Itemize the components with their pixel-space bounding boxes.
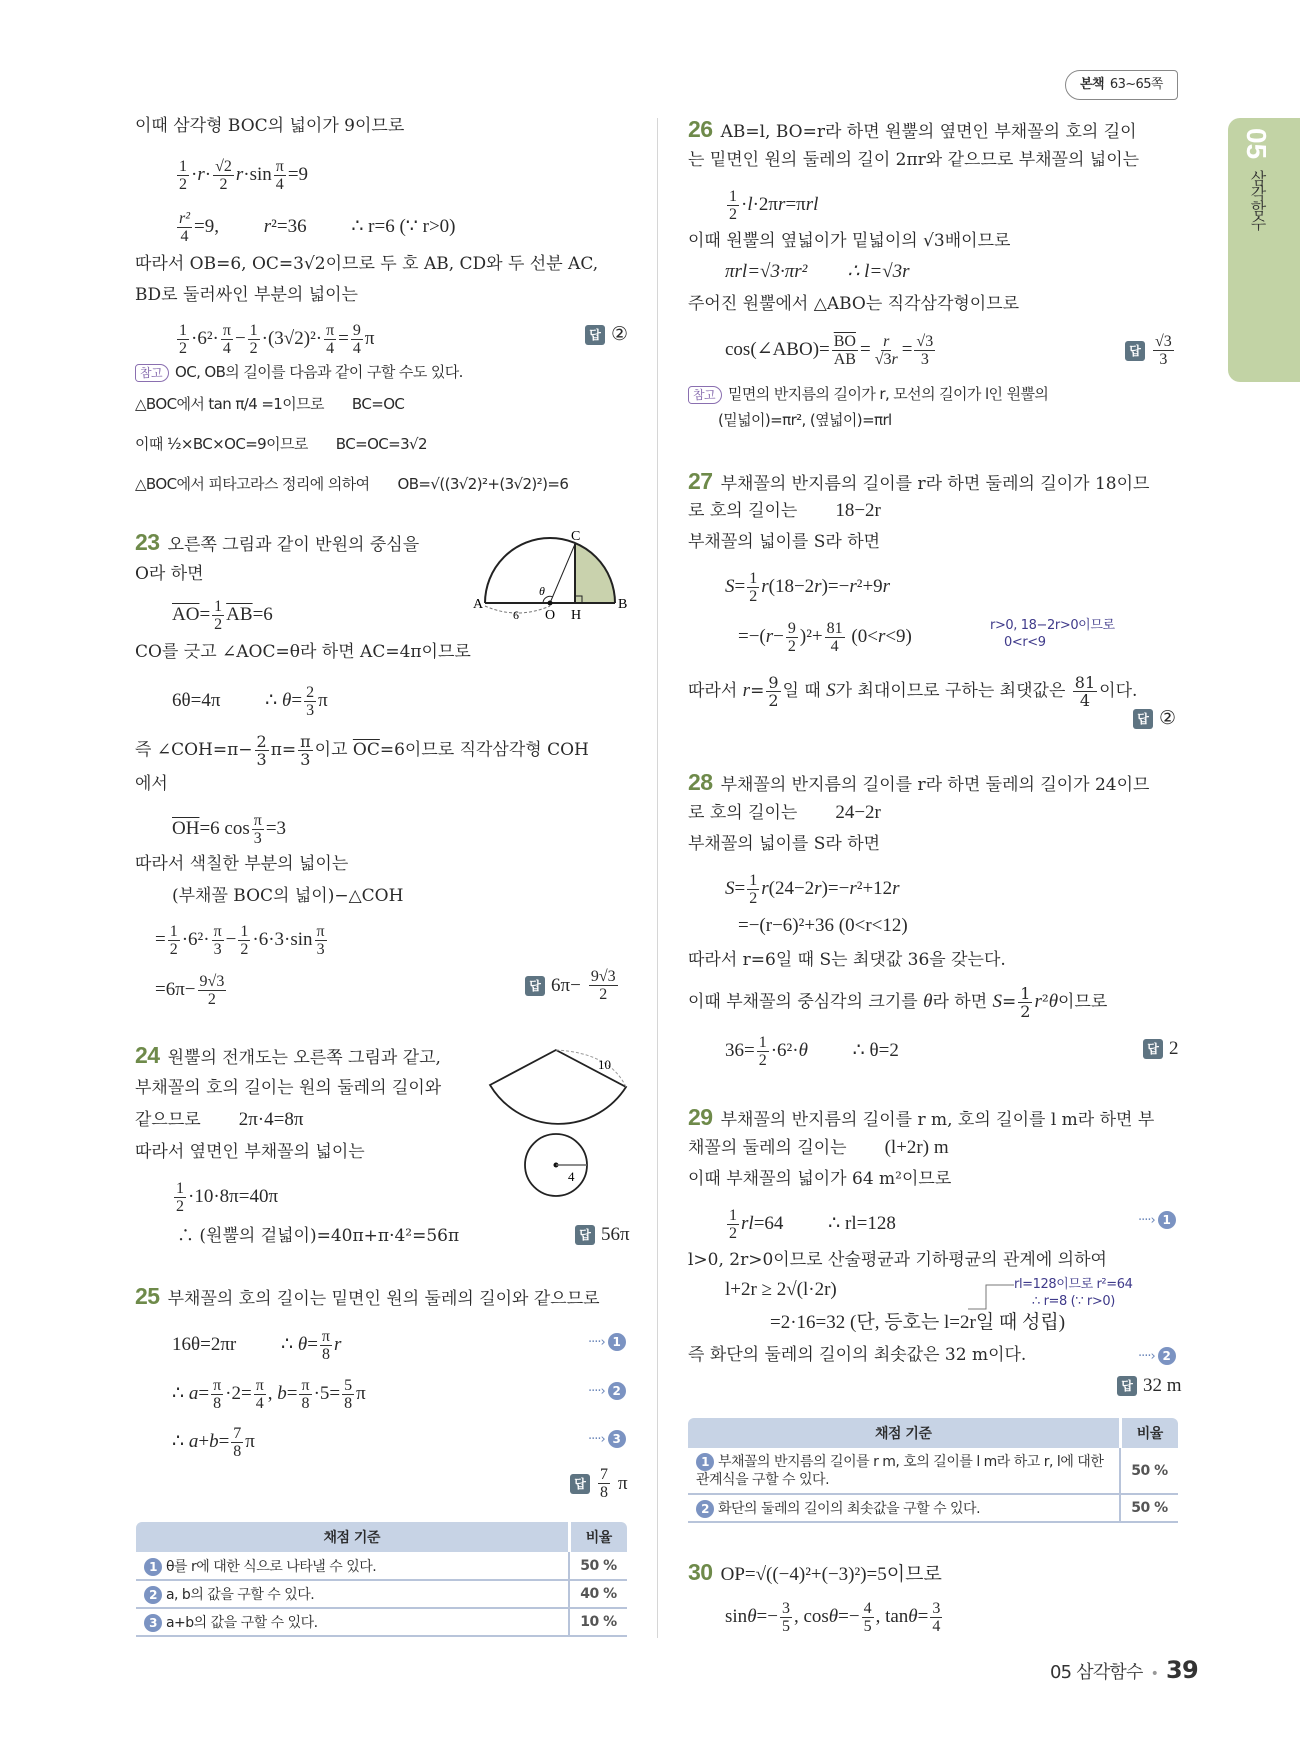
answer-badge: 답 (1133, 709, 1153, 729)
equation-part: 2π·4=8π (238, 1109, 304, 1130)
annotation-bracket (968, 1283, 1016, 1311)
problem-24 (135, 1043, 441, 1070)
grading-table-29 (688, 1418, 1178, 1523)
criteria-text: 화단의 둘레의 길이의 최솟값을 구할 수 있다. (717, 1501, 981, 1517)
step-number: 1 (696, 1453, 714, 1471)
equation: S= $\frac{1}{2}$ r(18−2r)=−r²+9r (725, 570, 891, 605)
equation: =−(r−6)²+36 (0<r<12) (738, 915, 908, 936)
criteria-ratio: 10 % (569, 1608, 627, 1636)
chapter-tab-title: 삼각함수 (1248, 170, 1267, 230)
note-math: BC=OC=3√2 (335, 435, 427, 453)
side-annotation-line: ∴ r=8 (∵ r>0) (1032, 1294, 1115, 1309)
grading-header-ratio: 비율 (569, 1522, 627, 1552)
problem-number: 24 (135, 1042, 160, 1068)
text-line: 즉 ∠COH=π− $\frac{2}{3}$ π= $\frac{\pi}{3}$ 이고 $\overline{OC}=6$이므로 직각삼각형 COH (135, 732, 589, 769)
text-line: 에서 (135, 774, 168, 794)
equation-part: 6θ=4π (172, 689, 221, 711)
criteria-text: θ를 r에 대한 식으로 나타낼 수 있다. (165, 1558, 377, 1575)
text-line (688, 801, 881, 825)
equation-part: 18−2r (835, 500, 881, 521)
svg-text:C: C (571, 529, 581, 544)
problem-number: 29 (688, 1104, 713, 1130)
text-line (688, 1136, 949, 1160)
equation: =2·16=32 (단, 등호는 l=2r일 때 성립) (770, 1312, 1066, 1333)
equation: OP=√((−4)²+(−3)²)=5이므로 (720, 1564, 942, 1585)
text-line: (부채꼴 BOC의 넓이)−△COH (172, 886, 404, 906)
note-math: BC=OC (351, 395, 405, 413)
criteria-ratio: 50 % (1120, 1448, 1178, 1494)
answer-badge: 답 (1125, 341, 1145, 361)
answer-badge: 답 (1143, 1039, 1163, 1059)
text-line: 이때 부채꼴의 넓이가 64 m²이므로 (688, 1169, 952, 1189)
step-marker: ····› 2 (588, 1382, 626, 1400)
equation: sinθ=− $\frac{3}{5}$ , cosθ=− $\frac{4}{5}$ , tanθ= $\frac{3}{4}$ (725, 1600, 941, 1635)
equation: 36= $\frac{1}{2}$ ·6²·θ ∴ θ=2 (725, 1034, 899, 1069)
text-line (135, 1108, 303, 1132)
answer-badge: 답 (525, 976, 545, 996)
grading-row (136, 1580, 627, 1608)
text-line: AB=l, BO=r라 하면 원뿔의 옆면인 부채꼴의 호의 길이 (720, 122, 1137, 142)
reference-badge: 참고 (135, 364, 169, 382)
column-divider (657, 118, 658, 1638)
step-number: 2 (608, 1382, 626, 1400)
grading-table-25 (136, 1522, 627, 1637)
answer-badge: 답 (575, 1225, 595, 1245)
text-line: 원뿔의 전개도는 오른쪽 그림과 같고, (167, 1048, 441, 1068)
equation: ∴ a+b= $\frac{7}{8}$ π (172, 1425, 255, 1460)
page-reference (1065, 70, 1178, 100)
page-number: 39 (1166, 1656, 1198, 1684)
grading-row (136, 1552, 627, 1580)
equation: $\frac{1}{2}$ ·10·8π=40π (176, 1180, 279, 1215)
step-marker: ····› 3 (588, 1430, 626, 1448)
cone-net-figure (480, 1043, 630, 1233)
svg-text:θ: θ (539, 584, 545, 598)
text-line: BD로 둘러싸인 부분의 넓이는 (135, 285, 358, 305)
answer (1117, 1375, 1182, 1397)
problem-number: 23 (135, 529, 160, 555)
grading-header-ratio: 비율 (1120, 1418, 1178, 1448)
side-annotation-line: rl=128이므로 r²=64 (1014, 1277, 1133, 1292)
equation: $\overline{OH}=6$ cos $\frac{\pi}{3}$ =3 (172, 812, 287, 847)
problem-30 (688, 1560, 942, 1587)
footer-separator: • (1150, 1666, 1159, 1682)
text-line (688, 499, 881, 523)
equation: 16θ=2πr ∴ θ= $\frac{\pi}{8}$ r (172, 1328, 342, 1363)
svg-text:4: 4 (568, 1169, 575, 1184)
grading-header-criteria: 채점 기준 (136, 1522, 569, 1552)
text-line: 부채꼴의 호의 길이는 원의 둘레의 길이와 (135, 1078, 442, 1098)
chapter-tab-number: 05 (1241, 128, 1272, 160)
semicircle-figure (465, 528, 635, 620)
note-text: 이때 ½×BC×OC=9이므로 (135, 435, 308, 453)
equation: $\frac{1}{2}$ rl=64 ∴ rl=128 (729, 1207, 896, 1242)
equation: l+2r ≥ 2√(l·2r) (725, 1279, 837, 1300)
side-annotation-line: 0<r<9 (1004, 635, 1046, 650)
text-line: 따라서 r=6일 때 S는 최댓값 36을 갖는다. (688, 950, 1006, 970)
text-line: 부채꼴의 호의 길이는 밑면인 원의 둘레의 길이와 같으므로 (167, 1289, 600, 1309)
problem-28 (688, 770, 1149, 797)
problem-number: 27 (688, 468, 713, 494)
step-number: 1 (1158, 1211, 1176, 1229)
equation-part: 24−2r (835, 802, 881, 823)
answer-value: 2 (1169, 1038, 1179, 1059)
equation-part: ∴ rl=128 (828, 1212, 896, 1234)
text-line: 부채꼴의 반지름의 길이를 r m, 호의 길이를 l m라 하면 부 (720, 1110, 1155, 1130)
answer (585, 323, 628, 346)
problem-number: 28 (688, 769, 713, 795)
answer-badge: 답 (585, 325, 605, 345)
footer-chapter: 05 삼각함수 (1050, 1662, 1143, 1683)
answer-value: ② (611, 324, 629, 345)
step-marker: ····› 1 (1138, 1211, 1176, 1229)
text-part: 로 호의 길이는 (688, 803, 798, 823)
problem-number: 26 (688, 116, 713, 142)
svg-text:O: O (545, 608, 556, 620)
problem-26 (688, 117, 1137, 144)
reference-note-line: (밑넓이)=πr², (옆넓이)=πrl (718, 411, 892, 429)
reference-note (688, 382, 1048, 406)
equation: $\overline{AO}=$ $\frac{1}{2}$ $\overline{AB}=6$ (172, 598, 273, 633)
problem-number: 25 (135, 1283, 160, 1309)
text-part: 같으므로 (135, 1110, 201, 1130)
equation: =−(r− $\frac{9}{2}$ )²+ $\frac{81}{4}$ (0<r<9) (738, 620, 912, 655)
answer: 답 6π− $\frac{9√3}{2}$ (525, 968, 620, 1003)
equation-part: ∴ l=√3r (847, 261, 910, 282)
text-line: 따라서 옆면인 부채꼴의 넓이는 (135, 1142, 365, 1162)
equation: 6θ=4π ∴ θ= $\frac{2}{3}$ π (172, 684, 328, 719)
criteria-ratio: 50 % (569, 1552, 627, 1580)
text-line: 주어진 원뿔에서 △ABO는 직각삼각형이므로 (688, 294, 1020, 314)
reference-note-line (135, 432, 427, 456)
step-marker: ····› 2 (1138, 1347, 1176, 1365)
text-line: 따라서 OB=6, OC=3√2이므로 두 호 AB, CD와 두 선분 AC, (135, 254, 599, 274)
answer-badge: 답 (570, 1474, 590, 1494)
equation: $\frac{1}{2}$ ·6²· $\frac{\pi}{4}$ − $\frac{1}{2}$ ·(3√2)²· $\frac{\pi}{4}$ = $\frac{9}{4}$ π (179, 322, 375, 357)
text-line: 는 밑면인 원의 둘레의 길이 2πr와 같으므로 부채꼴의 넓이는 (688, 150, 1140, 170)
equation-part: (l+2r) m (884, 1137, 949, 1158)
reference-badge: 참고 (688, 386, 722, 404)
svg-text:B: B (618, 597, 628, 612)
equation-part: ∴ θ=2 (852, 1039, 899, 1061)
equation: cos(∠ABO)= $\frac{\overline{BO}}{AB}$ = $\frac{r}{√3r}$ = $\frac{√3}{3}$ (725, 333, 934, 368)
equation (725, 260, 910, 284)
text-line: 이때 삼각형 BOC의 넓이가 9이므로 (135, 116, 405, 136)
reference-note-line (135, 392, 404, 416)
step-number: 3 (144, 1614, 162, 1632)
text-line: 즉 화단의 둘레의 길이의 최솟값은 32 m이다. (688, 1345, 1027, 1365)
answer: 답 $\frac{7}{8}$ π (570, 1466, 628, 1501)
text-line: l>0, 2r>0이므로 산술평균과 기하평균의 관계에 의하여 (688, 1250, 1107, 1270)
criteria-text: a, b의 값을 구할 수 있다. (165, 1587, 315, 1603)
text-line: 부채꼴의 넓이를 S라 하면 (688, 532, 881, 552)
svg-text:10: 10 (598, 1057, 611, 1072)
answer (1143, 1038, 1179, 1060)
side-annotation-line: r>0, 18−2r>0이므로 (990, 618, 1115, 633)
equation: $\frac{\text{r²}}{4}$ =9, r²=36 ∴ r=6 (∵ r>0) (179, 210, 456, 245)
text-line: 따라서 r= $\frac{9}{2}$ 일 때 S가 최대이므로 구하는 최댓값은 $\frac{81}{4}$ 이다. (688, 673, 1138, 710)
equation-part: 16θ=2πr (172, 1333, 237, 1355)
equation: $\frac{1}{2}$ ·r· $\frac{√2}{2}$ r·sin $\frac{\pi}{4}$ =9 (179, 158, 309, 193)
step-number: 1 (608, 1333, 626, 1351)
criteria-text: a+b의 값을 구할 수 있다. (165, 1615, 318, 1631)
step-number: 1 (144, 1558, 162, 1576)
note-math: OB=√((3√2)²+(3√2)²)=6 (397, 475, 569, 493)
reference-note-line (135, 472, 568, 496)
text-line: 이때 부채꼴의 중심각의 크기를 θ라 하면 S= $\frac{1}{2}$ r²θ이므로 (688, 984, 1108, 1021)
answer-value: ② (1159, 708, 1177, 729)
grading-row (688, 1448, 1178, 1494)
text-line: CO를 긋고 ∠AOC=θ라 하면 AC=4π이므로 (135, 642, 471, 662)
side-annotation (1014, 1276, 1132, 1310)
equation: ∴ a= $\frac{\pi}{8}$ ·2= $\frac{\pi}{4}$ , b= $\frac{\pi}{8}$ ·5= $\frac{5}{8}$ π (172, 1377, 366, 1412)
note-text: OC, OB의 길이를 다음과 같이 구할 수도 있다. (174, 363, 463, 381)
grading-header-criteria: 채점 기준 (688, 1418, 1120, 1448)
problem-29 (688, 1105, 1154, 1132)
text-line: 이때 원뿔의 옆넓이가 밑넓이의 √3배이므로 (688, 231, 1011, 251)
page-ref-label: 본책 (1080, 77, 1104, 92)
note-text: △BOC에서 tan π/4 =1이므로 (135, 395, 324, 413)
equation-result: ∴ r=6 (∵ r>0) (351, 215, 456, 237)
page-ref-range: 63~65쪽 (1109, 77, 1163, 92)
side-annotation (990, 617, 1115, 651)
equation: =6π− $\frac{9√3}{2}$ (155, 973, 225, 1008)
svg-text:H: H (571, 608, 582, 620)
equation: S= $\frac{1}{2}$ r(24−2r)=−r²+12r (725, 872, 900, 907)
text-part: 채꼴의 둘레의 길이는 (688, 1138, 847, 1158)
step-number: 2 (696, 1500, 714, 1518)
problem-27 (688, 469, 1149, 496)
equation: $\frac{1}{2}$ ·l·2πr=πrl (729, 188, 819, 223)
step-number: 2 (1158, 1347, 1176, 1365)
answer-value: 56π (601, 1224, 630, 1245)
text-line: 따라서 색칠한 부분의 넓이는 (135, 854, 349, 874)
answer (1133, 707, 1176, 730)
problem-25 (135, 1284, 600, 1311)
text-line: 오른쪽 그림과 같이 반원의 중심을 (167, 535, 420, 555)
answer: 답 $\frac{√3}{3}$ (1125, 333, 1176, 368)
step-marker: ····› 1 (588, 1333, 626, 1351)
problem-number: 30 (688, 1559, 713, 1585)
reference-note (135, 360, 463, 384)
text-line: 부채꼴의 넓이를 S라 하면 (688, 834, 881, 854)
note-text: △BOC에서 피타고라스 정리에 의하여 (135, 475, 370, 493)
grading-row (688, 1494, 1178, 1522)
step-number: 3 (608, 1430, 626, 1448)
step-number: 2 (144, 1586, 162, 1604)
criteria-ratio: 40 % (569, 1580, 627, 1608)
criteria-text: 부채꼴의 반지름의 길이를 r m, 호의 길이를 l m라 하고 r, l에 대한 관계식을 구할 수 있다. (696, 1453, 1104, 1488)
problem-23 (135, 530, 419, 557)
equation: ∴ (원뿔의 겉넓이)=40π+π·4²=56π (177, 1226, 460, 1246)
equation: = $\frac{1}{2}$ ·6²· $\frac{\pi}{3}$ − $\frac{1}{2}$ ·6·3·sin $\frac{\pi}{3}$ (155, 923, 325, 958)
note-text: 밑면의 반지름의 길이가 r, 모선의 길이가 l인 원뿔의 (727, 385, 1049, 403)
equation-part: πrl=√3·πr² (725, 261, 808, 282)
text-part: 로 호의 길이는 (688, 501, 798, 521)
criteria-ratio: 50 % (1120, 1494, 1178, 1522)
answer-badge: 답 (1117, 1376, 1137, 1396)
grading-row (136, 1608, 627, 1636)
answer-value: 32 m (1143, 1375, 1182, 1396)
text-line: 부채꼴의 반지름의 길이를 r라 하면 둘레의 길이가 18이므 (720, 474, 1150, 494)
text-line: O라 하면 (135, 564, 204, 584)
svg-text:6: 6 (513, 608, 519, 620)
page-footer (1050, 1656, 1198, 1684)
svg-text:A: A (473, 597, 484, 612)
text-line: 부채꼴의 반지름의 길이를 r라 하면 둘레의 길이가 24이므 (720, 775, 1150, 795)
